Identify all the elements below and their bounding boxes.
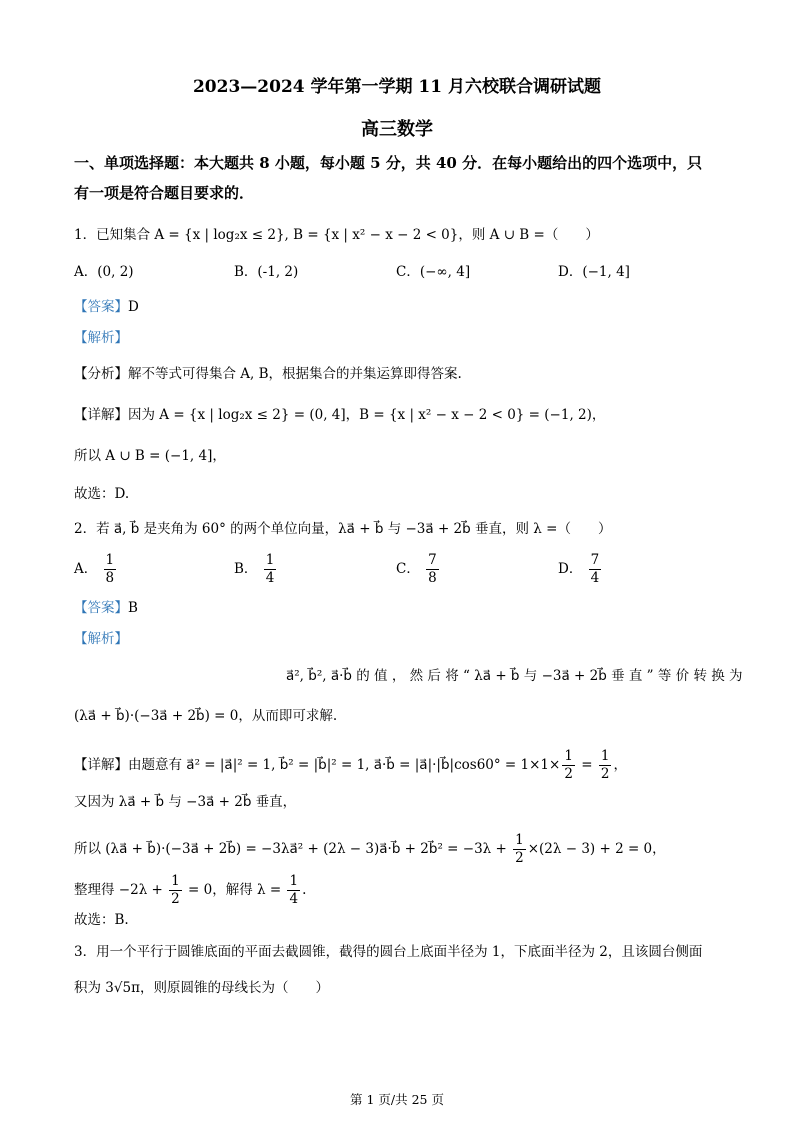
section-heading-line1: 一、单项选择题：本大题共 8 小题，每小题 5 分，共 40 分．在每小题给出的四个选项中，只: [74, 154, 703, 172]
q1-choice: 故选：D.: [74, 486, 130, 502]
q3-stem-line1: 3．用一个平行于圆锥底面的平面去截圆锥，截得的圆台上底面半径为 1，下底面半径为 2，且该圆台侧面: [74, 944, 703, 960]
answer-value: B: [128, 600, 138, 616]
q2-choice: 故选：B.: [74, 912, 129, 928]
fraction: $\frac{1}{2}$: [564, 748, 573, 782]
page-subtitle: 高三数学: [361, 119, 433, 140]
q2-detail-line4: 整理得 −2λ + $\frac{1}{2}$ = 0，解得 λ = $\frac{1}{4}$ .: [74, 873, 307, 907]
option-fraction: $\frac{7}{8}$: [428, 552, 437, 586]
q2-stem: 2．若 a⃗, b⃗ 是夹角为 60° 的两个单位向量，λa⃗ + b⃗ 与 −3a⃗ + 2b⃗ 垂直，则 λ =（ ）: [74, 521, 612, 537]
q2-detail-line2: 又因为 λa⃗ + b⃗ 与 −3a⃗ + 2b⃗ 垂直，: [74, 794, 297, 810]
option-fraction: $\frac{7}{4}$: [590, 552, 600, 586]
fraction: $\frac{1}{4}$: [289, 873, 299, 907]
fraction: $\frac{1}{2}$: [600, 748, 610, 782]
q1-analysis-tag: 【解析】: [74, 330, 128, 346]
page-number: 第 1 页/共 25 页: [350, 1092, 444, 1107]
section-heading-line2: 有一项是符合题目要求的．: [74, 184, 255, 202]
q1-option-a: A．(0, 2): [74, 264, 134, 280]
option-fraction: $\frac{1}{8}$: [105, 552, 115, 586]
answer-tag: 【答案】: [74, 600, 128, 616]
q3-stem-line2: 积为 3√5π，则原圆锥的母线长为（ ）: [74, 980, 329, 996]
answer-tag: 【答案】: [74, 299, 128, 315]
option-letter: B．: [234, 561, 258, 577]
answer-value: D: [128, 299, 139, 315]
q2-option-d: [558, 552, 603, 587]
q1-stem: 1．已知集合 A = {x | log₂x ≤ 2}, B = {x | x² − x − 2 < 0}，则 A ∪ B =（ ）: [74, 227, 599, 243]
q2-detail-line1: 【详解】由题意有 a⃗² = |a⃗|² = 1, b⃗² = |b⃗|² = 1, a⃗·b⃗ = |a⃗|·|b⃗|cos60° = 1×1× $\frac{1}{2}$ = $\frac{1}{2}$ ，: [74, 748, 627, 782]
q2-option-a: [74, 552, 118, 587]
q1-fenxi: 【分析】解不等式可得集合 A, B，根据集合的并集运算即得答案.: [74, 366, 462, 382]
q1-result: 所以 A ∪ B = (−1, 4]，: [74, 448, 226, 464]
q1-option-d: D．(−1, 4]: [558, 264, 630, 280]
option-letter: D．: [558, 561, 583, 577]
fraction: $\frac{1}{2}$: [171, 873, 180, 907]
q1-option-c: C．(−∞, 4]: [396, 264, 471, 280]
q1-detail: 【详解】因为 A = {x | log₂x ≤ 2} = (0, 4]，B = {x | x² − x − 2 < 0} = (−1, 2)，: [74, 407, 606, 423]
q2-option-c: [396, 552, 441, 587]
page-title: 2023—2024 学年第一学期 11 月六校联合调研试题: [192, 77, 602, 97]
q2-analysis-tag: 【解析】: [74, 631, 128, 647]
option-letter: A．: [74, 561, 98, 577]
q2-answer: [74, 598, 138, 618]
q1-answer: [74, 297, 139, 317]
q1-option-b: B．(-1, 2): [234, 264, 299, 280]
q2-detail-line3: 所以 (λa⃗ + b⃗)·(−3a⃗ + 2b⃗) = −3λa⃗² + (2λ − 3)a⃗·b⃗ + 2b⃗² = −3λ + $\frac{1}{2}$ ×(2λ − 3) + 2 = 0，: [74, 832, 666, 866]
option-fraction: $\frac{1}{4}$: [265, 552, 275, 586]
option-letter: C．: [396, 561, 420, 577]
q2-fenxi-line2: (λa⃗ + b⃗)·(−3a⃗ + 2b⃗) = 0，从而即可求解.: [74, 708, 338, 724]
q2-fenxi-line1: a⃗², b⃗², a⃗·b⃗ 的 值 ， 然 后 将 “ λa⃗ + b⃗ 与 −3a⃗ + 2b⃗ 垂 直 ” 等 价 转 换 为: [286, 668, 743, 684]
q2-option-b: [234, 552, 278, 587]
fraction: $\frac{1}{2}$: [515, 832, 524, 866]
